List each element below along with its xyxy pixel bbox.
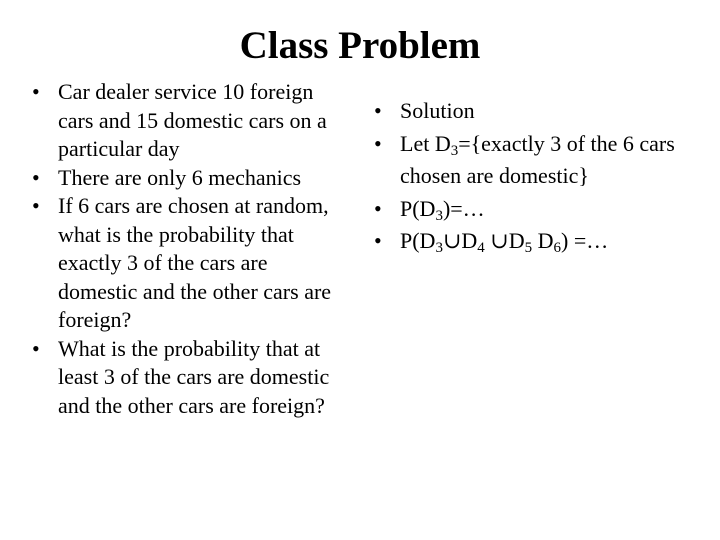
let-definition: ={exactly 3 of the 6 cars chosen are domestic} — [400, 130, 675, 188]
p-subscript: 3 — [435, 207, 443, 224]
p-prefix: P(D — [400, 195, 436, 221]
let-prefix: Let D — [400, 130, 451, 156]
union-subscript-3: 5 — [524, 240, 533, 256]
union-subscript-4: 6 — [553, 240, 561, 256]
bullet-car-dealer: • Car dealer service 10 foreign cars and 15 domestic cars on a particular day — [30, 78, 350, 164]
union-subscript-2: 4 — [477, 240, 485, 256]
bullet-let-d3 — [372, 128, 712, 193]
p-rest: )=… — [442, 195, 485, 221]
union-operator-2: ∪D — [484, 228, 525, 253]
union-mid: D — [532, 228, 554, 253]
problem-bullet-list — [30, 78, 350, 420]
solution-bullet-list — [372, 95, 712, 258]
union-rest: ) =… — [561, 228, 609, 253]
union-operator-1: ∪D — [442, 228, 478, 253]
bullet-mechanics: • There are only 6 mechanics — [30, 164, 350, 193]
bullet-solution: • Solution — [372, 95, 712, 128]
bullet-exactly-three: • If 6 cars are chosen at random, what is the probability that exactly 3 of the cars are domestic and the other cars are foreign? — [30, 192, 350, 335]
bullet-p-union — [372, 225, 712, 258]
let-subscript: 3 — [450, 142, 459, 159]
union-subscript-1: 3 — [435, 240, 443, 256]
slide-title: Class Problem — [239, 24, 481, 67]
union-prefix: P(D — [400, 228, 436, 253]
bullet-p-d3 — [372, 193, 712, 226]
bullet-at-least-three: • What is the probability that at least 3 of the cars are domestic and the other cars are foreign? — [30, 335, 350, 421]
